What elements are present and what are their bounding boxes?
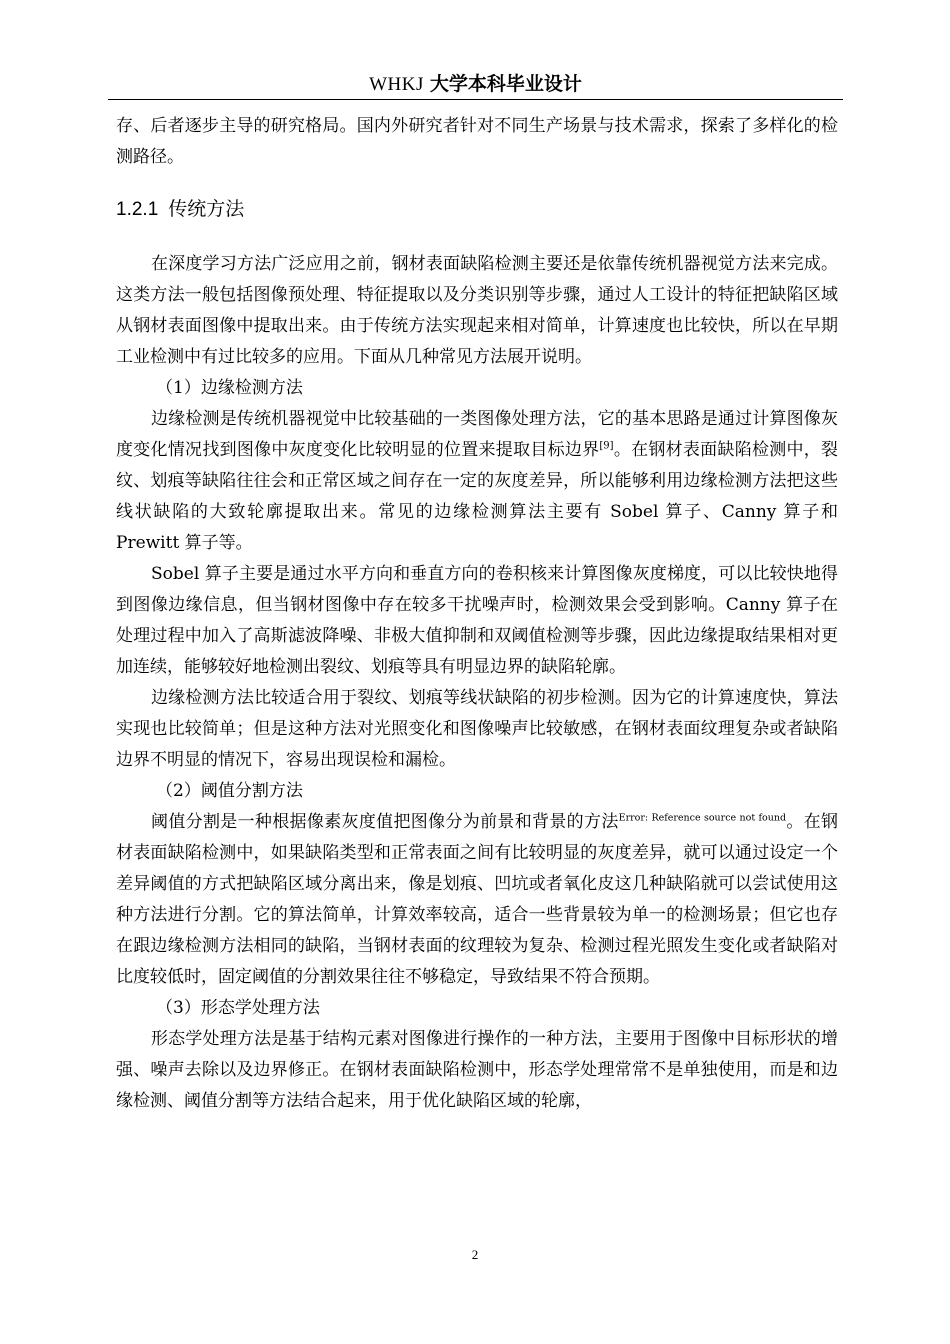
paragraph-edge-detection — [116, 404, 838, 559]
paragraph-edge-detection-text-a: 边缘检测是传统机器视觉中比较基础的一类图像处理方法，它的基本思路是通过计算图像灰度变化情况找到图像中灰度变化比较明显的位置来提取目标边界 — [116, 409, 838, 460]
section-title: 传统方法 — [168, 198, 245, 220]
header-divider — [108, 99, 843, 100]
paragraph-sobel-canny: Sobel 算子主要是通过水平方向和垂直方向的卷积核来计算图像灰度梯度，可以比较快地得到图像边缘信息，但当钢材图像中存在较多干扰噪声时，检测效果会受到影响。Canny 算子在处理过程中加入了高斯滤波降噪、非极大值抑制和双阈值检测等步骤，因此边缘提取结果相对更加连续，能够较好地检测出裂纹、划痕等具有明显边界的缺陷轮廓。 — [116, 564, 838, 677]
list-item-threshold-segmentation: （2）阈值分割方法 — [156, 781, 303, 801]
header-title-cjk: 大学本科毕业设计 — [429, 73, 582, 95]
paragraph-intro-continuation: 存、后者逐步主导的研究格局。国内外研究者针对不同生产场景与技术需求，探索了多样化的检测路径。 — [116, 116, 838, 167]
list-item-morphology: （3）形态学处理方法 — [156, 998, 320, 1018]
page-body — [116, 111, 838, 1117]
section-heading — [116, 194, 838, 225]
header-title-latin: WHKJ — [369, 74, 424, 95]
citation-ref[interactable]: [9] — [599, 440, 614, 452]
page-number: 2 — [471, 1247, 479, 1262]
reference-error-note[interactable]: Error: Reference source not found — [618, 812, 787, 824]
paragraph-threshold-text-b: 。在钢材表面缺陷检测中，如果缺陷类型和正常表面之间有比较明显的灰度差异，就可以通过设定一个差异阈值的方式把缺陷区域分离出来，像是划痕、凹坑或者氧化皮这几种缺陷就可以尝试使用这种方法进行分割。它的算法简单，计算效率较高，适合一些背景较为单一的检测场景；但它也存在跟边缘检测方法相同的缺陷，当钢材表面的纹理较为复杂、检测过程光照发生变化或者缺陷对比度较低时，固定阈值的分割效果往往不够稳定，导致结果不符合预期。 — [116, 812, 839, 987]
section-number: 1.2.1 — [116, 199, 159, 220]
list-item-edge-detection: （1）边缘检测方法 — [156, 378, 303, 398]
paragraph-edge-detection-summary: 边缘检测方法比较适合用于裂纹、划痕等线状缺陷的初步检测。因为它的计算速度快，算法实现也比较简单；但是这种方法对光照变化和图像噪声比较敏感，在钢材表面纹理复杂或者缺陷边界不明显的情况下，容易出现误检和漏检。 — [116, 688, 838, 770]
paragraph-morphology: 形态学处理方法是基于结构元素对图像进行操作的一种方法，主要用于图像中目标形状的增强、噪声去除以及边界修正。在钢材表面缺陷检测中，形态学处理常常不是单独使用，而是和边缘检测、阈值分割等方法结合起来，用于优化缺陷区域的轮廓， — [116, 1029, 838, 1111]
paragraph-threshold-segmentation — [116, 807, 838, 993]
paragraph-threshold-text-a: 阈值分割是一种根据像素灰度值把图像分为前景和背景的方法 — [151, 812, 619, 832]
paragraph-traditional-methods: 在深度学习方法广泛应用之前，钢材表面缺陷检测主要还是依靠传统机器视觉方法来完成。这类方法一般包括图像预处理、特征提取以及分类识别等步骤，通过人工设计的特征把缺陷区域从钢材表面图像中提取出来。由于传统方法实现起来相对简单，计算速度也比较快，所以在早期工业检测中有过比较多的应用。下面从几种常见方法展开说明。 — [116, 254, 838, 367]
page-header — [108, 70, 843, 99]
paragraph-edge-detection-text-b: 。在钢材表面缺陷检测中，裂纹、划痕等缺陷往往会和正常区域之间存在一定的灰度差异，所以能够利用边缘检测方法把这些线状缺陷的大致轮廓提取出来。常见的边缘检测算法主要有 Sobel 算子、Canny 算子和 Prewitt 算子等。 — [116, 440, 839, 553]
